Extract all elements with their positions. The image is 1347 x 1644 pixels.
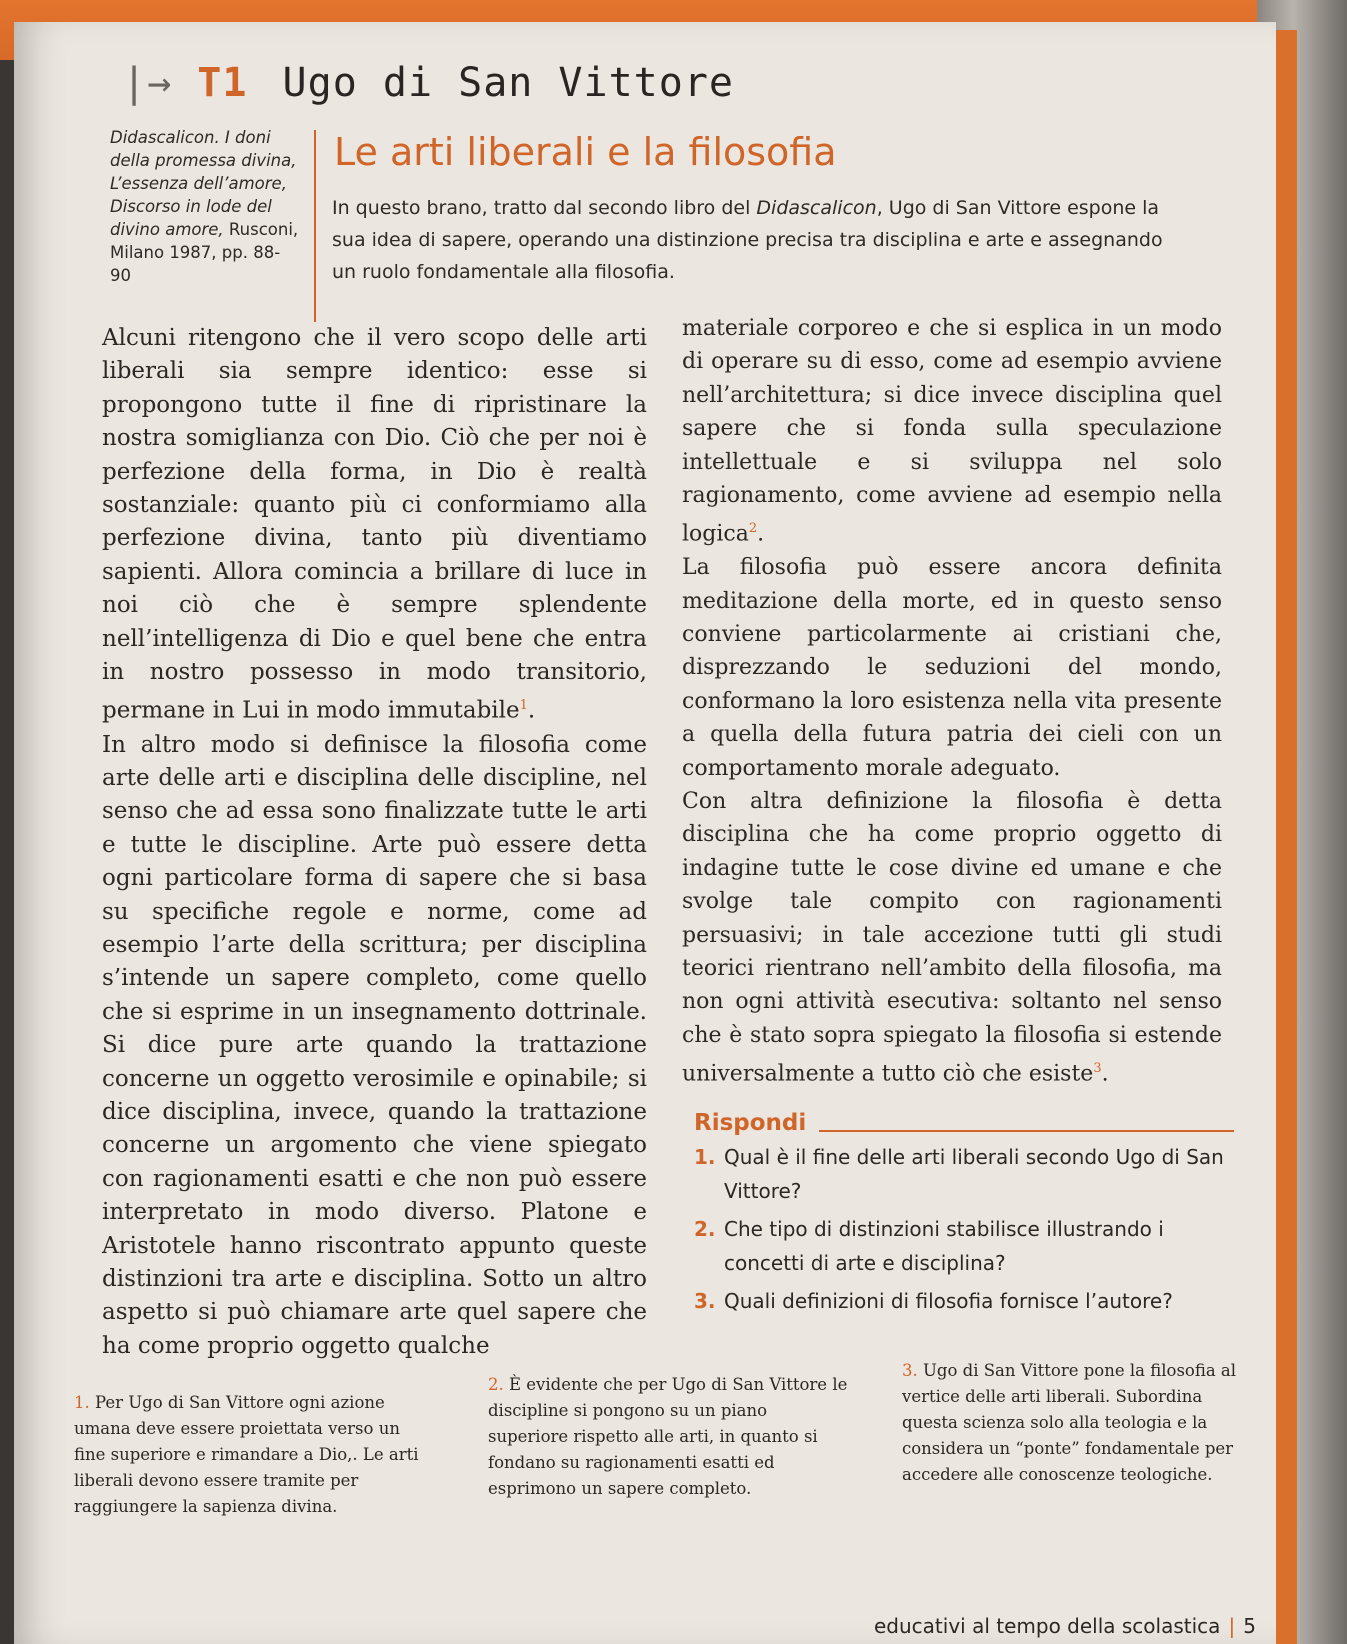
text-label: T1 [197, 60, 248, 106]
questions-title: Rispondi [694, 1110, 807, 1136]
paragraph: Alcuni ritengono che il vero scopo delle arti liberali sia sempre identico: esse si propongono tutte il fine di ripristinare la nostra somiglianza con Dio. Ciò che per noi è perfezione della forma, in Dio è realtà sostanziale: quanto più ci conformiamo alla perfezione divina, tanto più diventiamo sapienti. Allora comincia a brillare di luce in noi ciò che è sempre splendente nell’intelligenza di Dio e quel bene che entra in nostro possesso in modo transitorio, permane in Lui in modo immutabile$^1$. [102, 325, 647, 725]
paragraph: La filosofia può essere ancora definita meditazione della morte, ed in questo senso conviene particolarmente ai cristiani che, disprezzando le seduzioni del mondo, conformano la loro esistenza nella vita presente a quella della futura patria dei cieli con un comportamento morale adeguato. [682, 555, 1222, 781]
footnote-ref: 1 [519, 698, 528, 714]
intro-title-em: Didascalicon [756, 197, 877, 219]
question-item [694, 1140, 1234, 1208]
intro-paragraph: In questo brano, tratto dal secondo libro del Didascalicon, Ugo di San Vittore espone la sua idea di sapere, operando una distinzione precisa tra disciplina e arte e assegnando un ruolo fondamentale alla filosofia. [332, 197, 1163, 283]
author-title: Ugo di San Vittore [282, 60, 735, 106]
question-item [694, 1212, 1234, 1280]
page-footer [874, 1614, 1256, 1638]
section-title: Le arti liberali e la filosofia [334, 130, 837, 174]
question-text: Qual è il fine delle arti liberali secondo Ugo di San Vittore? [724, 1145, 1224, 1203]
page-number: 5 [1243, 1614, 1256, 1638]
arrow-icon: |→ [122, 60, 173, 106]
text-heading [122, 60, 734, 106]
source-plain: Rusconi, Milano 1987, pp. 88-90 [110, 220, 299, 285]
question-text: Quali definizioni di filosofia fornisce l’autore? [724, 1289, 1173, 1313]
paragraph: In altro modo si definisce la filosofia come arte delle arti e disciplina delle discipline, nel senso che ad essa sono finalizzate tutte le arti e tutte le discipline. Arte può essere detta ogni particolare forma di sapere che si basa su specifiche regole e norme, come ad esempio l’arte della scrittura; per disciplina s’intende un sapere completo, come quello che si esprime in un insegnamento dottrinale. Si dice pure arte quando la trattazione concerne un oggetto verosimile e opinabile; si dice disciplina, invece, quando la trattazione concerne un argomento che viene spiegato con ragionamenti esatti e che non può essere interpretato in modo diverso. Platone e Aristotele hanno riscontrato appunto queste distinzioni tra arte e disciplina. Sotto un altro aspetto si può chiamare arte quel sapere che ha come proprio oggetto qualche [102, 731, 647, 1359]
questions-rule [819, 1130, 1234, 1132]
body-column-right [682, 312, 1222, 1091]
running-title: educativi al tempo della scolastica [874, 1614, 1221, 1638]
body-column-left [102, 322, 647, 1363]
footnote-ref: 2 [748, 521, 758, 537]
footnotes [74, 1358, 1244, 1548]
footnote-3: 3. Ugo di San Vittore pone la filosofia al vertice delle arti liberali. Subordina questa scienza solo alla teologia e la considera un “ponte” fondamentale per accedere alle conoscenze teologiche. [902, 1361, 1237, 1484]
footer-divider: | [1228, 1614, 1236, 1638]
paragraph: materiale corporeo e che si esplica in un modo di operare su di esso, come ad esempio avviene nell’architettura; si dice invece disciplina quel sapere che si fonda sulla speculazione intellettuale e si sviluppa nel solo ragionamento, come avviene ad esempio nella logica$^2$. [682, 316, 1222, 547]
source-reference [110, 126, 300, 287]
question-number: 1. [694, 1145, 716, 1169]
question-text: Che tipo di distinzioni stabilisce illustrando i concetti di arte e disciplina? [724, 1217, 1164, 1275]
question-number: 2. [694, 1217, 716, 1241]
question-item [694, 1284, 1234, 1318]
vertical-divider [314, 130, 316, 322]
paragraph: Con altra definizione la filosofia è detta disciplina che ha come proprio oggetto di indagine tutte le cose divine ed umane e che svolge tale compito con ragionamenti persuasivi; in tale accezione tutti gli studi teorici rientrano nell’ambito della filosofia, ma non ogni attività esecutiva: soltanto nel senso che è stato sopra spiegato la filosofia si estende universalmente a tutto ciò che esiste$^3$. [682, 789, 1222, 1087]
book-page [14, 22, 1276, 1644]
question-number: 3. [694, 1289, 716, 1313]
footnote-1: 1. Per Ugo di San Vittore ogni azione umana deve essere proiettata verso un fine superiore e rimandare a Dio,. Le arti liberali devono essere tramite per raggiungere la sapienza divina. [74, 1393, 419, 1516]
footnote-ref: 3 [1093, 1061, 1102, 1077]
footnote-2: 2. È evidente che per Ugo di San Vittore le discipline si pongono su un piano superiore rispetto alle arti, in quanto si fondano su ragionamenti esatti ed esprimono un sapere completo. [488, 1375, 848, 1498]
source-italic: Didascalicon. I doni della promessa divina, L’essenza dell’amore, Discorso in lode del divino amore, [110, 128, 297, 239]
questions-box [694, 1110, 1234, 1318]
